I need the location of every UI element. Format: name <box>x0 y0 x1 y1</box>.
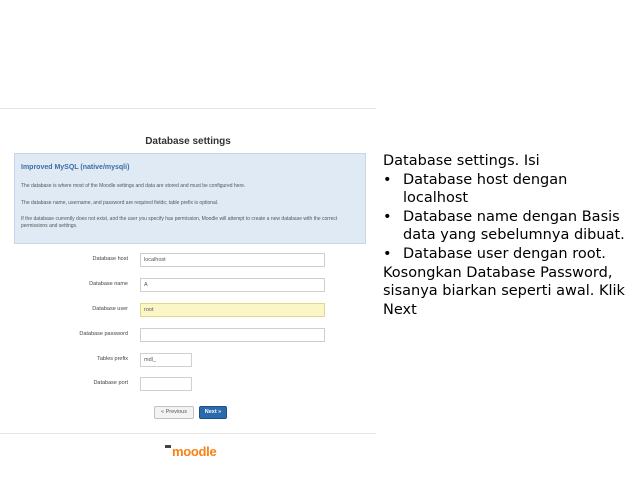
tables-prefix-label: Tables prefix <box>97 356 128 362</box>
caption-bullet <box>383 171 633 208</box>
caption-bullet-text: Database host dengan localhost <box>403 171 568 207</box>
caption-bullet-text: Database name dengan Basis data yang sebelumnya dibuat. <box>403 208 625 244</box>
info-text: The database is where most of the Moodle settings and data are stored and must be configured here. <box>21 183 246 189</box>
form-row-db-password <box>0 328 376 342</box>
bullet-icon: • <box>383 171 392 188</box>
db-port-input[interactable] <box>140 377 192 391</box>
form-row-db-name <box>0 278 376 292</box>
db-name-label: Database name <box>89 281 128 287</box>
caption-bullet <box>383 245 633 264</box>
db-host-label: Database host <box>92 256 128 262</box>
moodle-logo <box>165 444 216 460</box>
db-port-label: Database port <box>93 380 128 386</box>
bullet-icon: • <box>383 208 392 225</box>
db-password-input[interactable] <box>140 328 325 342</box>
form-row-tables-prefix <box>0 353 376 367</box>
caption-text-block <box>383 152 633 319</box>
info-title: Improved MySQL (native/mysqli) <box>21 164 130 171</box>
previous-button[interactable]: « Previous <box>154 406 194 419</box>
graduation-cap-icon <box>165 445 171 448</box>
logo-text: moodle <box>172 444 217 459</box>
form-row-db-user <box>0 303 376 317</box>
db-user-label: Database user <box>92 306 128 312</box>
next-button[interactable]: Next » <box>199 406 227 419</box>
tables-prefix-input[interactable]: mdl_ <box>140 353 192 367</box>
form-row-db-host <box>0 253 376 267</box>
moodle-install-screenshot <box>0 108 376 479</box>
caption-bullet <box>383 208 633 245</box>
info-text: The database name, username, and password are required fields; table prefix is optional. <box>21 200 219 206</box>
db-user-input[interactable]: root <box>140 303 325 317</box>
caption-bullet-text: Database user dengan root. <box>403 245 606 262</box>
form-row-db-port <box>0 377 376 391</box>
info-box <box>14 153 366 244</box>
db-host-input[interactable]: localhost <box>140 253 325 267</box>
db-password-label: Database password <box>79 331 128 337</box>
info-text: If the database currently does not exist, and the user you specify has permission, Moodle will attempt to create a new database with the correct permissions and settings. <box>21 216 338 229</box>
caption-intro: Database settings. Isi <box>383 153 540 169</box>
page-title: Database settings <box>145 136 231 147</box>
caption-outro: Kosongkan Database Password, sisanya biarkan seperti awal. Klik Next <box>383 264 625 318</box>
bullet-icon: • <box>383 245 392 262</box>
footer-divider <box>0 433 376 434</box>
db-name-input[interactable]: A <box>140 278 325 292</box>
